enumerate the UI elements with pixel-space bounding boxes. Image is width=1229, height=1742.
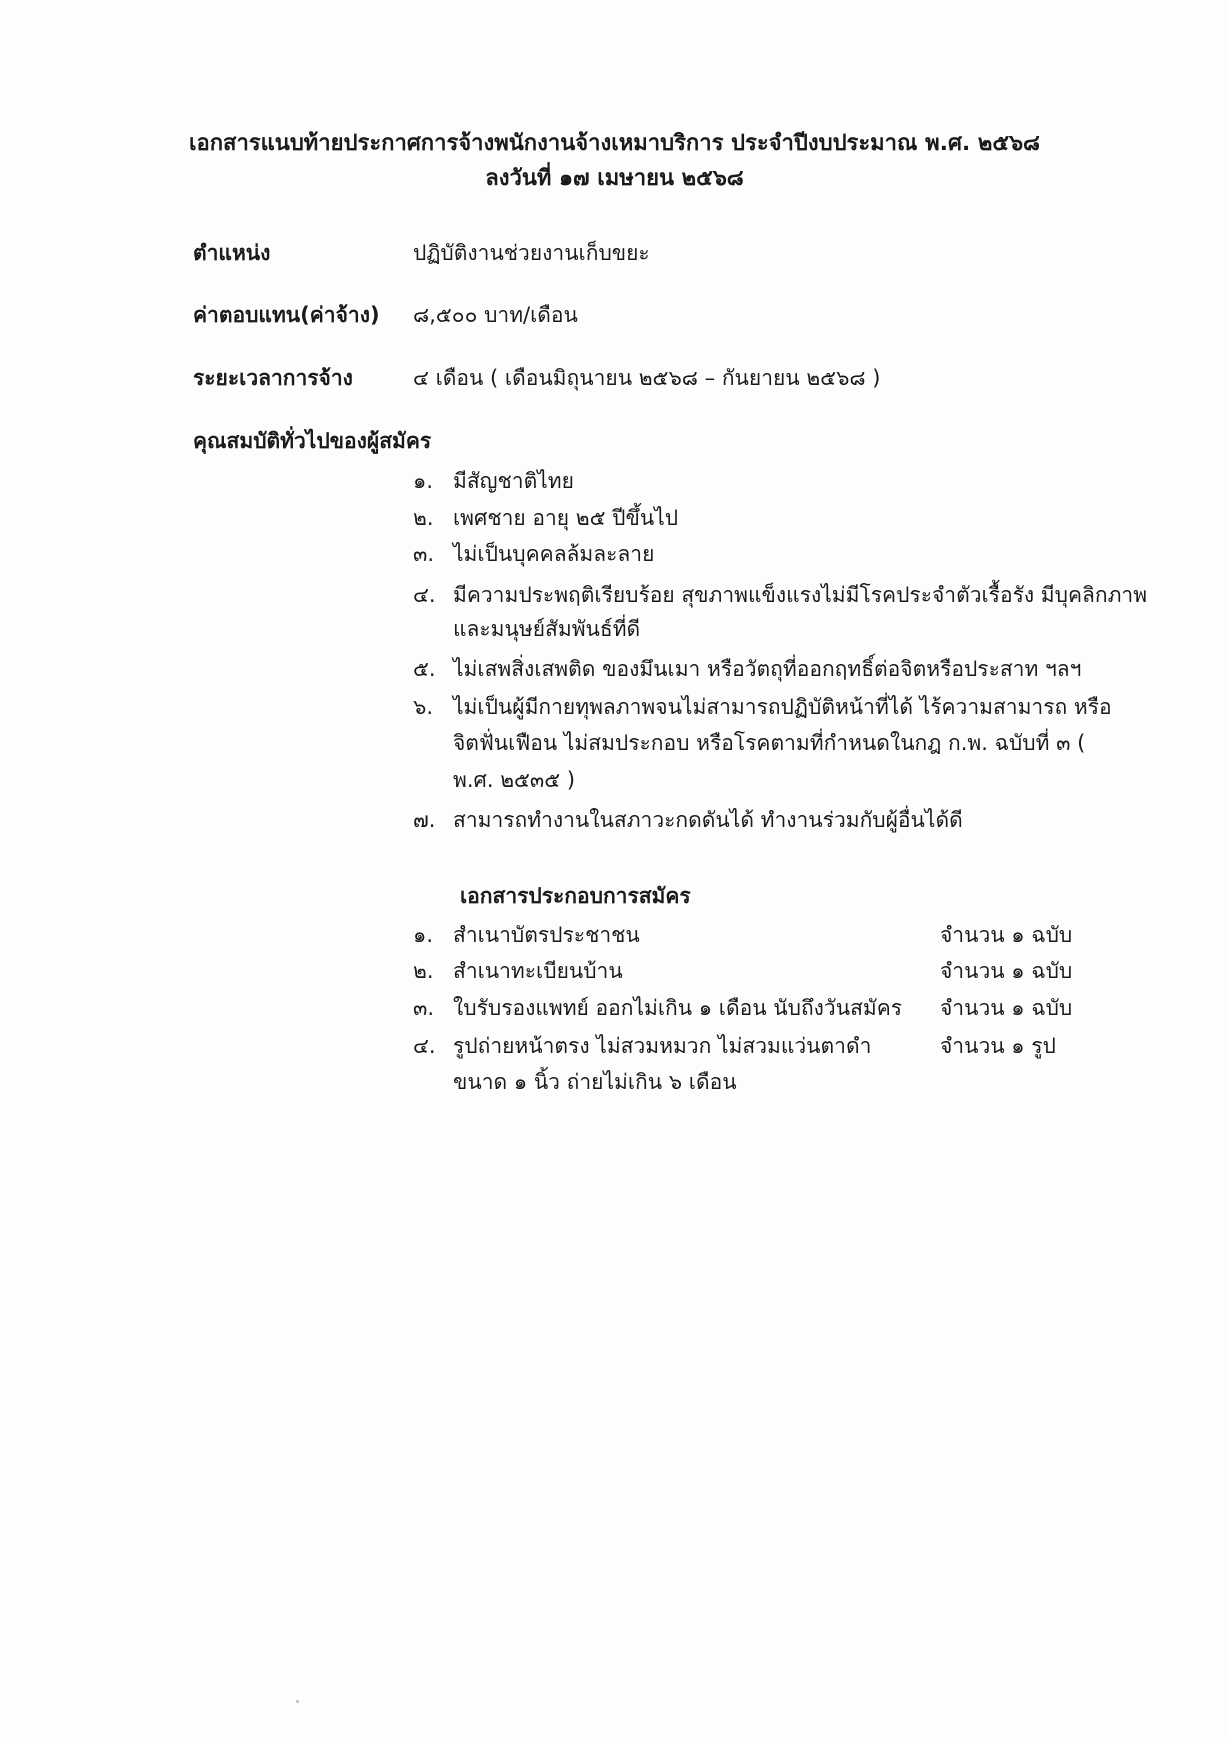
document-item: สำเนาบัตรประชาชน — [453, 923, 640, 947]
document-quantity: จำนวน ๑ ฉบับ — [940, 923, 1073, 947]
qualification-text: ไม่เป็นผู้มีกายทุพลภาพจนไม่สามารถปฏิบัติหน้าที่ได้ ไร้ความสามารถ หรือ — [453, 695, 1112, 719]
qualification-text: เพศชาย อายุ ๒๕ ปีขึ้นไป — [453, 506, 679, 530]
document-quantity: จำนวน ๑ ฉบับ — [940, 959, 1073, 983]
qualification-number: ๒. — [413, 506, 434, 530]
document-quantity: จำนวน ๑ รูป — [940, 1034, 1056, 1058]
document-item: รูปถ่ายหน้าตรง ไม่สวมหมวก ไม่สวมแว่นตาดำ — [453, 1034, 872, 1058]
qualifications-heading: คุณสมบัติทั่วไปของผู้สมัคร — [193, 429, 432, 453]
document-number: ๔. — [413, 1034, 436, 1058]
document-quantity: จำนวน ๑ ฉบับ — [940, 996, 1073, 1020]
qualification-text: ไม่เป็นบุคคลล้มละลาย — [453, 542, 655, 566]
qualification-number: ๗. — [413, 808, 436, 832]
document-title: เอกสารแนบท้ายประกาศการจ้างพนักงานจ้างเหมาบริการ ประจำปีงบประมาณ พ.ศ. ๒๕๖๘ — [188, 131, 1041, 156]
qualification-number: ๓. — [413, 542, 435, 566]
qualification-number: ๖. — [413, 695, 434, 719]
wage-value: ๘,๕๐๐ บาท/เดือน — [413, 303, 578, 327]
documents-heading: เอกสารประกอบการสมัคร — [460, 884, 691, 908]
period-label: ระยะเวลาการจ้าง — [193, 366, 353, 390]
scan-speck — [296, 1700, 299, 1703]
document-item: สำเนาทะเบียนบ้าน — [453, 959, 623, 983]
qualification-text: ไม่เสพสิ่งเสพติด ของมึนเมา หรือวัตถุที่ออกฤทธิ์ต่อจิตหรือประสาท ฯลฯ — [453, 657, 1082, 681]
qualification-text-continued: และมนุษย์สัมพันธ์ที่ดี — [453, 617, 641, 641]
qualification-number: ๔. — [413, 583, 436, 607]
qualification-number: ๑. — [413, 469, 434, 493]
document-number: ๑. — [413, 923, 434, 947]
qualification-text-continued: พ.ศ. ๒๕๓๕ ) — [453, 768, 576, 792]
position-label: ตำแหน่ง — [193, 241, 271, 265]
qualification-number: ๕. — [413, 657, 436, 681]
document-date: ลงวันที่ ๑๗ เมษายน ๒๕๖๘ — [485, 166, 744, 191]
document-item: ใบรับรองแพทย์ ออกไม่เกิน ๑ เดือน นับถึงวันสมัคร — [453, 996, 903, 1020]
qualification-text-continued: จิตฟั่นเฟือน ไม่สมประกอบ หรือโรคตามที่กำหนดในกฎ ก.พ. ฉบับที่ ๓ ( — [453, 731, 1086, 755]
period-value: ๔ เดือน ( เดือนมิถุนายน ๒๕๖๘ – กันยายน ๒๕๖๘ ) — [413, 366, 881, 390]
document-number: ๓. — [413, 996, 435, 1020]
document-number: ๒. — [413, 959, 434, 983]
qualification-text: สามารถทำงานในสภาวะกดดันได้ ทำงานร่วมกับผู้อื่นได้ดี — [453, 808, 963, 832]
position-value: ปฏิบัติงานช่วยงานเก็บขยะ — [413, 241, 650, 265]
wage-label: ค่าตอบแทน(ค่าจ้าง) — [193, 303, 380, 327]
qualification-text: มีความประพฤติเรียบร้อย สุขภาพแข็งแรงไม่มีโรคประจำตัวเรื้อรัง มีบุคลิกภาพ — [453, 583, 1148, 607]
document-item-continued: ขนาด ๑ นิ้ว ถ่ายไม่เกิน ๖ เดือน — [453, 1070, 737, 1094]
qualification-text: มีสัญชาติไทย — [453, 469, 574, 493]
